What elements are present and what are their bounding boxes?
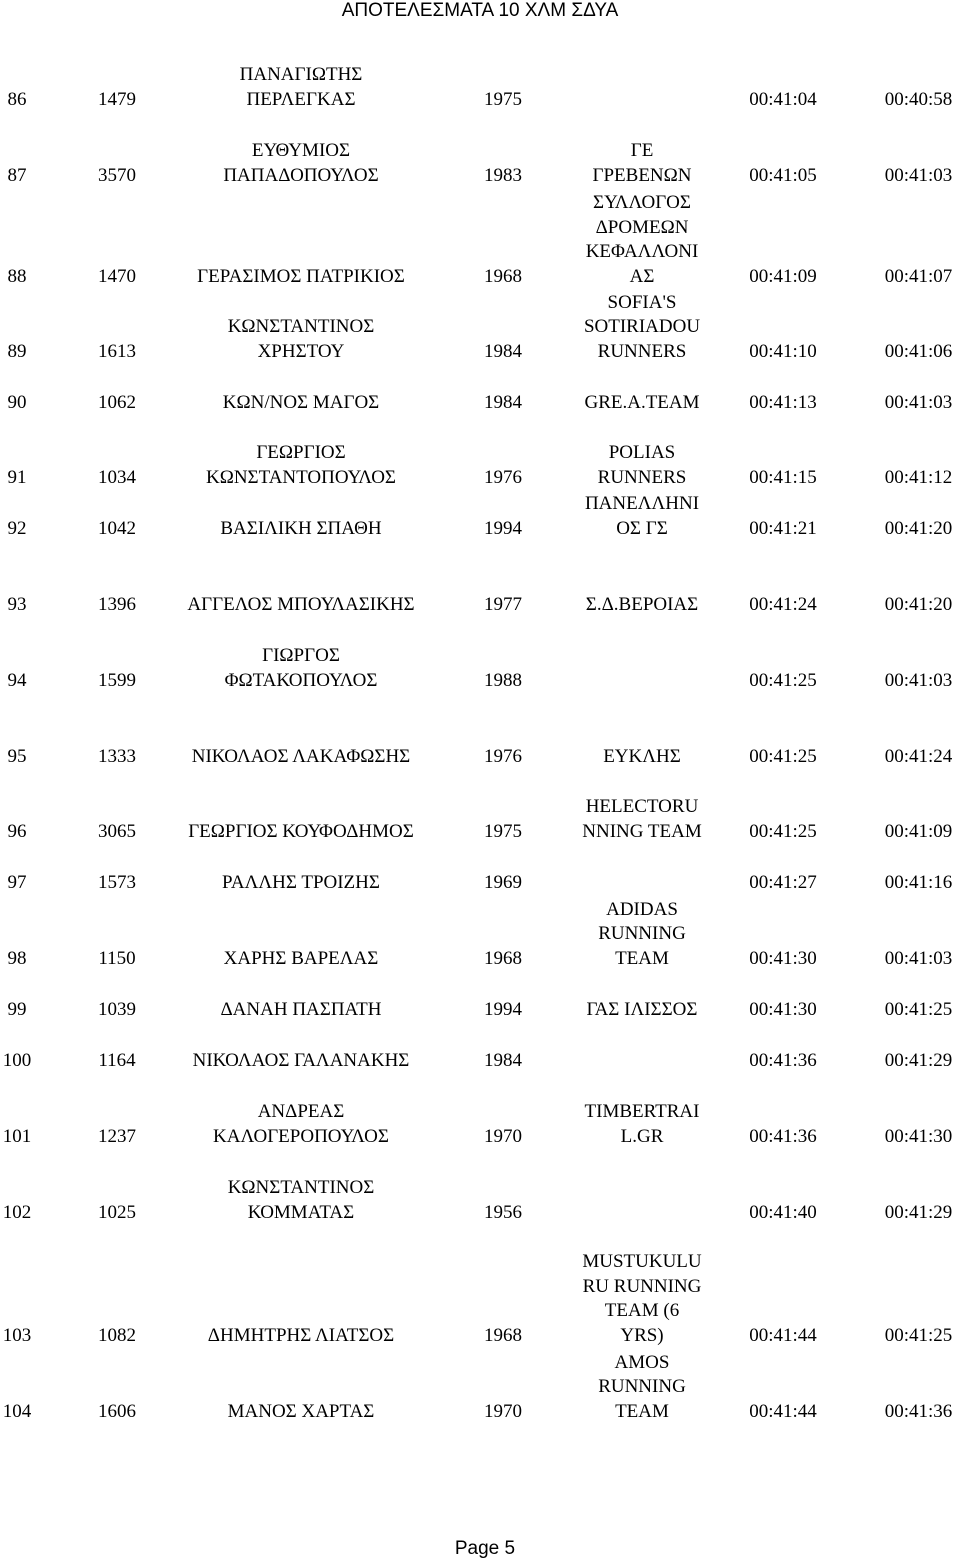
name-cell xyxy=(155,1176,447,1225)
rank-cell: 93 xyxy=(7,593,27,615)
chip-time-cell: 00:41:29 xyxy=(884,1049,953,1071)
year-cell: 1976 xyxy=(484,466,522,488)
club-cell-line: TIMBERTRAI xyxy=(584,1101,700,1122)
table-row xyxy=(0,83,960,188)
year-cell: 1984 xyxy=(484,391,522,413)
name-cell xyxy=(155,139,447,188)
name-cell-line: ΜΑΝΟΣ ΧΑΡΤΑΣ xyxy=(227,1400,375,1422)
gun-time-cell: 00:41:25 xyxy=(749,669,817,691)
rank-cell: 96 xyxy=(7,820,27,842)
rank-cell: 86 xyxy=(7,88,27,110)
rank-cell: 91 xyxy=(7,466,27,488)
page-number: Page 5 xyxy=(454,1538,516,1559)
chip-time-cell: 00:41:25 xyxy=(884,998,953,1020)
rank-cell: 97 xyxy=(7,871,27,893)
rank-cell: 95 xyxy=(7,745,27,767)
name-cell-line: ΡΑΛΛΗΣ ΤΡΟΙΖΗΣ xyxy=(222,871,380,893)
gun-time-cell: 00:41:44 xyxy=(749,1324,817,1346)
chip-time-cell: 00:41:24 xyxy=(884,745,953,767)
rank-cell: 89 xyxy=(7,340,27,362)
rank-cell: 104 xyxy=(2,1400,32,1422)
bib-cell: 1025 xyxy=(98,1201,136,1223)
club-cell-line: ΓΕ xyxy=(630,140,654,161)
gun-time-cell: 00:41:25 xyxy=(749,820,817,842)
year-cell: 1984 xyxy=(484,340,522,362)
rank-cell: 101 xyxy=(2,1125,32,1147)
name-cell-line: ΓΙΩΡΓΟΣ xyxy=(262,645,340,666)
name-cell-line: ΕΥΘΥΜΙΟΣ xyxy=(251,140,351,161)
club-cell-line: NNING TEAM xyxy=(582,820,702,842)
club-cell-line: ΣΥΛΛΟΓΟΣ xyxy=(593,192,691,213)
chip-time-cell: 00:41:29 xyxy=(884,1201,953,1223)
bib-cell: 1039 xyxy=(98,998,136,1020)
chip-time-cell: 00:41:06 xyxy=(884,340,953,362)
name-cell-line: ΚΑΛΟΓΕΡΟΠΟΥΛΟΣ xyxy=(213,1125,389,1147)
name-cell-line: ΝΙΚΟΛΑΟΣ ΓΑΛΑΝΑΚΗΣ xyxy=(192,1049,410,1071)
name-cell-line: ΝΙΚΟΛΑΟΣ ΛΑΚΑΦΩΣΗΣ xyxy=(191,745,411,767)
club-cell-line: RUNNERS xyxy=(597,340,687,362)
year-cell: 1968 xyxy=(484,947,522,969)
page-title: ΑΠΟΤΕΛΕΣΜΑΤΑ 10 ΧΛΜ ΣΔΥΑ xyxy=(341,0,619,21)
year-cell: 1968 xyxy=(484,1324,522,1346)
chip-time-cell: 00:41:16 xyxy=(884,871,953,893)
bib-cell: 1042 xyxy=(98,517,136,539)
chip-time-cell: 00:41:20 xyxy=(884,517,953,539)
rank-cell: 100 xyxy=(2,1049,32,1071)
club-cell-line: ΚΕΦΑΛΛΟΝΙ xyxy=(585,241,699,262)
club-cell-line: HELECTORU xyxy=(585,796,699,817)
club-cell-line: RUNNING xyxy=(598,1376,686,1397)
club-cell-line: SOTIRIADOU xyxy=(583,316,701,337)
rank-cell: 87 xyxy=(7,164,27,186)
name-cell-line: ΦΩΤΑΚΟΠΟΥΛΟΣ xyxy=(224,669,378,691)
table-row xyxy=(0,1120,960,1225)
gun-time-cell: 00:41:09 xyxy=(749,265,817,287)
gun-time-cell: 00:41:27 xyxy=(749,871,817,893)
bib-cell: 1333 xyxy=(98,745,136,767)
bib-cell: 1034 xyxy=(98,466,136,488)
club-cell-line: GRE.A.TEAM xyxy=(584,391,700,413)
year-cell: 1970 xyxy=(484,1125,522,1147)
name-cell xyxy=(155,1400,447,1425)
club-cell-line: RUNNING xyxy=(598,923,686,944)
rank-cell: 94 xyxy=(7,669,27,691)
name-cell-line: ΚΩΝ/ΝΟΣ ΜΑΓΟΣ xyxy=(222,391,380,413)
club-cell-line: Σ.Δ.ΒΕΡΟΙΑΣ xyxy=(585,593,699,615)
name-cell-line: ΚΩΝΣΤΑΝΤΟΠΟΥΛΟΣ xyxy=(205,466,396,488)
gun-time-cell: 00:41:30 xyxy=(749,947,817,969)
chip-time-cell: 00:41:03 xyxy=(884,669,953,691)
chip-time-cell: 00:41:07 xyxy=(884,265,953,287)
club-cell-line: ΠΑΝΕΛΛΗΝΙ xyxy=(584,493,700,514)
club-cell-line: SOFIA'S xyxy=(607,291,677,313)
year-cell: 1977 xyxy=(484,593,522,615)
gun-time-cell: 00:41:25 xyxy=(749,745,817,767)
rank-cell: 88 xyxy=(7,265,27,287)
chip-time-cell: 00:41:25 xyxy=(884,1324,953,1346)
year-cell: 1956 xyxy=(484,1201,522,1223)
name-cell-line: ΚΩΝΣΤΑΝΤΙΝΟΣ xyxy=(227,316,375,337)
gun-time-cell: 00:41:15 xyxy=(749,466,817,488)
chip-time-cell: 00:40:58 xyxy=(884,88,953,110)
club-cell-line: ΑΣ xyxy=(629,265,655,287)
gun-time-cell: 00:41:21 xyxy=(749,517,817,539)
rank-cell: 98 xyxy=(7,947,27,969)
club-cell xyxy=(566,1351,718,1425)
name-cell-line: ΓΕΩΡΓΙΟΣ xyxy=(256,442,346,463)
bib-cell: 1062 xyxy=(98,391,136,413)
rank-cell: 102 xyxy=(2,1201,32,1223)
year-cell: 1988 xyxy=(484,669,522,691)
rank-cell: 103 xyxy=(2,1324,32,1346)
gun-time-cell: 00:41:36 xyxy=(749,1049,817,1071)
year-cell: 1984 xyxy=(484,1049,522,1071)
year-cell: 1976 xyxy=(484,745,522,767)
name-cell-line: ΑΝΔΡΕΑΣ xyxy=(257,1101,345,1122)
year-cell: 1968 xyxy=(484,265,522,287)
year-cell: 1994 xyxy=(484,998,522,1020)
gun-time-cell: 00:41:40 xyxy=(749,1201,817,1223)
bib-cell: 1082 xyxy=(98,1324,136,1346)
name-cell-line: ΠΑΠΑΔΟΠΟΥΛΟΣ xyxy=(223,164,379,186)
bib-cell: 1396 xyxy=(98,593,136,615)
name-cell-line: ΚΟΜΜΑΤΑΣ xyxy=(247,1201,355,1223)
bib-cell: 3065 xyxy=(98,820,136,842)
club-cell-line: ΕΥΚΛΗΣ xyxy=(603,745,681,767)
bib-cell: 1470 xyxy=(98,265,136,287)
club-cell-line: TEAM xyxy=(615,1400,669,1422)
name-cell-line: ΧΡΗΣΤΟΥ xyxy=(257,340,345,362)
gun-time-cell: 00:41:10 xyxy=(749,340,817,362)
bib-cell: 1573 xyxy=(98,871,136,893)
chip-time-cell: 00:41:30 xyxy=(884,1125,953,1147)
bib-cell: 1613 xyxy=(98,340,136,362)
name-cell-line: ΠΕΡΛΕΓΚΑΣ xyxy=(246,88,356,110)
bib-cell: 1237 xyxy=(98,1125,136,1147)
club-cell-line: TEAM (6 xyxy=(604,1300,680,1321)
gun-time-cell: 00:41:05 xyxy=(749,164,817,186)
club-cell-line: ADIDAS xyxy=(606,898,678,920)
club-cell-line: MUSTUKULU xyxy=(582,1251,702,1272)
gun-time-cell: 00:41:30 xyxy=(749,998,817,1020)
bib-cell: 1150 xyxy=(98,947,136,969)
bib-cell: 3570 xyxy=(98,164,136,186)
gun-time-cell: 00:41:04 xyxy=(749,88,817,110)
name-cell-line: ΔΗΜΗΤΡΗΣ ΛΙΑΤΣΟΣ xyxy=(207,1324,395,1346)
rank-cell: 90 xyxy=(7,391,27,413)
bib-cell: 1599 xyxy=(98,669,136,691)
year-cell: 1994 xyxy=(484,517,522,539)
chip-time-cell: 00:41:03 xyxy=(884,164,953,186)
table-row xyxy=(0,1319,960,1424)
gun-time-cell: 00:41:44 xyxy=(749,1400,817,1422)
club-cell-line: ΔΡΟΜΕΩΝ xyxy=(595,216,689,238)
club-cell-line: AMOS xyxy=(614,1351,670,1373)
gun-time-cell: 00:41:13 xyxy=(749,391,817,413)
chip-time-cell: 00:41:36 xyxy=(884,1400,953,1422)
club-cell-line: ΟΣ ΓΣ xyxy=(616,517,668,539)
name-cell-line: ΑΓΓΕΛΟΣ ΜΠΟΥΛΑΣΙΚΗΣ xyxy=(187,593,415,615)
club-cell xyxy=(566,139,718,188)
bib-cell: 1479 xyxy=(98,88,136,110)
name-cell-line: ΓΕΩΡΓΙΟΣ ΚΟΥΦΟΔΗΜΟΣ xyxy=(188,820,414,842)
club-cell-line: ΓΡΕΒΕΝΩΝ xyxy=(592,164,692,186)
rank-cell: 92 xyxy=(7,517,27,539)
year-cell: 1975 xyxy=(484,820,522,842)
name-cell-line: ΠΑΝΑΓΙΩΤΗΣ xyxy=(239,64,363,85)
year-cell: 1969 xyxy=(484,871,522,893)
gun-time-cell: 00:41:24 xyxy=(749,593,817,615)
bib-cell: 1606 xyxy=(98,1400,136,1422)
chip-time-cell: 00:41:12 xyxy=(884,466,953,488)
rank-cell: 99 xyxy=(7,998,27,1020)
name-cell-line: ΒΑΣΙΛΙΚΗ ΣΠΑΘΗ xyxy=(220,517,382,539)
chip-time-cell: 00:41:03 xyxy=(884,391,953,413)
bib-cell: 1164 xyxy=(98,1049,136,1071)
name-cell-line: ΔΑΝΑΗ ΠΑΣΠΑΤΗ xyxy=(220,998,382,1020)
club-cell-line: POLIAS xyxy=(608,442,676,463)
name-cell-line: ΓΕΡΑΣΙΜΟΣ ΠΑΤΡΙΚΙΟΣ xyxy=(197,265,405,287)
year-cell: 1975 xyxy=(484,88,522,110)
club-cell-line: RUNNERS xyxy=(597,466,687,488)
club-cell-line: RU RUNNING xyxy=(582,1275,702,1297)
name-cell-line: ΧΑΡΗΣ ΒΑΡΕΛΑΣ xyxy=(223,947,379,969)
name-cell-line: ΚΩΝΣΤΑΝΤΙΝΟΣ xyxy=(227,1177,375,1198)
chip-time-cell: 00:41:20 xyxy=(884,593,953,615)
club-cell-line: L.GR xyxy=(620,1125,664,1147)
gun-time-cell: 00:41:36 xyxy=(749,1125,817,1147)
club-cell-line: TEAM xyxy=(615,947,669,969)
year-cell: 1983 xyxy=(484,164,522,186)
year-cell: 1970 xyxy=(484,1400,522,1422)
club-cell-line: YRS) xyxy=(620,1324,664,1346)
club-cell-line: ΓΑΣ ΙΛΙΣΣΟΣ xyxy=(586,998,698,1020)
chip-time-cell: 00:41:09 xyxy=(884,820,953,842)
chip-time-cell: 00:41:03 xyxy=(884,947,953,969)
